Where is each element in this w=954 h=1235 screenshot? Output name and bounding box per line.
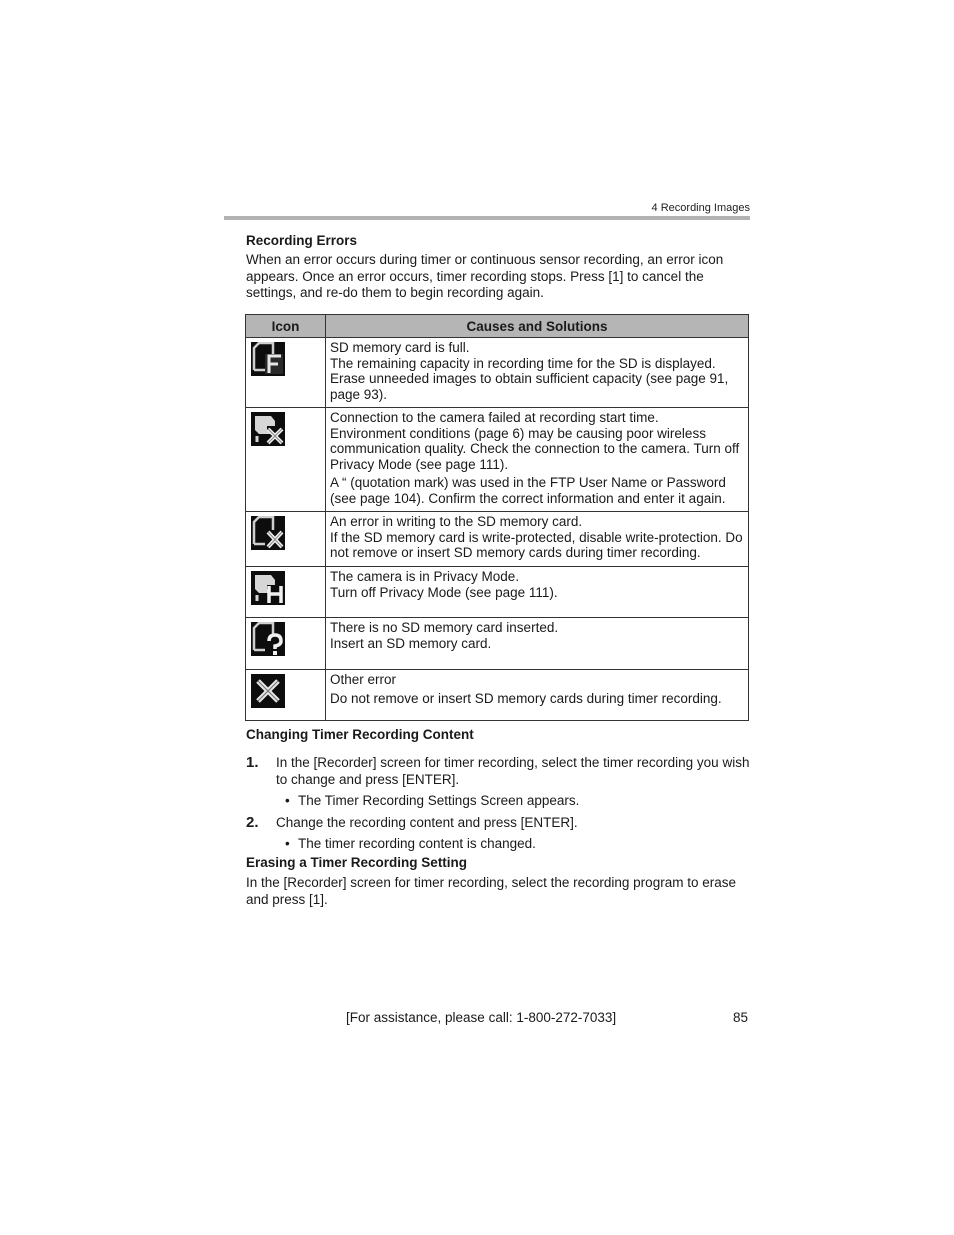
- solution-text: Insert an SD memory card.: [330, 635, 492, 651]
- sd-write-error-icon: [251, 516, 285, 550]
- bullet-dot: •: [285, 836, 290, 851]
- step-2-bullet: The timer recording content is changed.: [298, 836, 536, 851]
- solution-text: Turn off Privacy Mode (see page 111).: [330, 584, 558, 600]
- bullet-dot: •: [285, 793, 290, 808]
- step-1-text: In the [Recorder] screen for timer recording, select the timer recording you wish to change and press [ENTER].: [276, 755, 750, 787]
- step-1-number: 1.: [246, 754, 259, 771]
- privacy-mode-icon: [251, 571, 285, 605]
- cause-line: Connection to the camera failed at recording start time.: [330, 410, 659, 425]
- table-row: [246, 567, 749, 618]
- table-row: [246, 670, 749, 721]
- cause-line: SD memory card is full.: [330, 340, 470, 355]
- header-rule: [224, 216, 750, 220]
- step-2-text: Change the recording content and press [ENTER].: [276, 815, 578, 830]
- assistance-footer: [For assistance, please call: 1-800-272-7033]: [346, 1010, 617, 1025]
- solution-text: Do not remove or insert SD memory cards during timer recording.: [330, 690, 722, 706]
- solution-text: The remaining capacity in recording time for the SD is displayed. Erase unneeded images to obtain sufficient capacity (see page 91, page 93).: [330, 355, 729, 402]
- recording-errors-heading: Recording Errors: [246, 233, 358, 248]
- cause-line: The camera is in Privacy Mode.: [330, 569, 520, 584]
- cause-line: An error in writing to the SD memory card.: [330, 514, 583, 529]
- table-row: [246, 408, 749, 512]
- erasing-text: In the [Recorder] screen for timer recording, select the recording program to erase and press [1].: [246, 875, 736, 907]
- changing-heading: Changing Timer Recording Content: [246, 727, 474, 742]
- sd-card-full-icon: [251, 342, 285, 376]
- camera-connection-failed-icon: [251, 412, 285, 446]
- col-header-icon: Icon: [246, 315, 326, 338]
- table-row: [246, 618, 749, 670]
- table-row: [246, 338, 749, 408]
- recording-errors-intro: When an error occurs during timer or continuous sensor recording, an error icon appears. Once an error occurs, timer recording stops. Press [1] to cancel the settings, and re-do them to begin recording again.: [246, 252, 724, 300]
- solution-text: If the SD memory card is write-protected, disable write-protection. Do not remove or insert SD memory cards during timer recording.: [330, 529, 743, 561]
- col-header-causes: Causes and Solutions: [326, 315, 749, 338]
- error-icon-table: [245, 314, 749, 721]
- step-2-number: 2.: [246, 814, 259, 831]
- other-error-icon: [251, 674, 285, 708]
- table-row: [246, 512, 749, 567]
- solution-text-2: A “ (quotation mark) was used in the FTP User Name or Password (see page 104). Confirm the correct information and enter it again.: [330, 475, 726, 506]
- solution-text: Environment conditions (page 6) may be causing poor wireless communication quality. Check the connection to the camera. Turn off Privacy Mode (see page 111).: [330, 425, 740, 472]
- cause-line: Other error: [330, 672, 397, 687]
- step-1-bullet: The Timer Recording Settings Screen appears.: [298, 793, 580, 808]
- page-number: 85: [733, 1010, 749, 1025]
- chapter-header: 4 Recording Images: [651, 202, 750, 214]
- cause-line: There is no SD memory card inserted.: [330, 620, 559, 635]
- table-header-row: [246, 315, 749, 338]
- erasing-heading: Erasing a Timer Recording Setting: [246, 855, 468, 870]
- no-sd-card-icon: [251, 622, 285, 656]
